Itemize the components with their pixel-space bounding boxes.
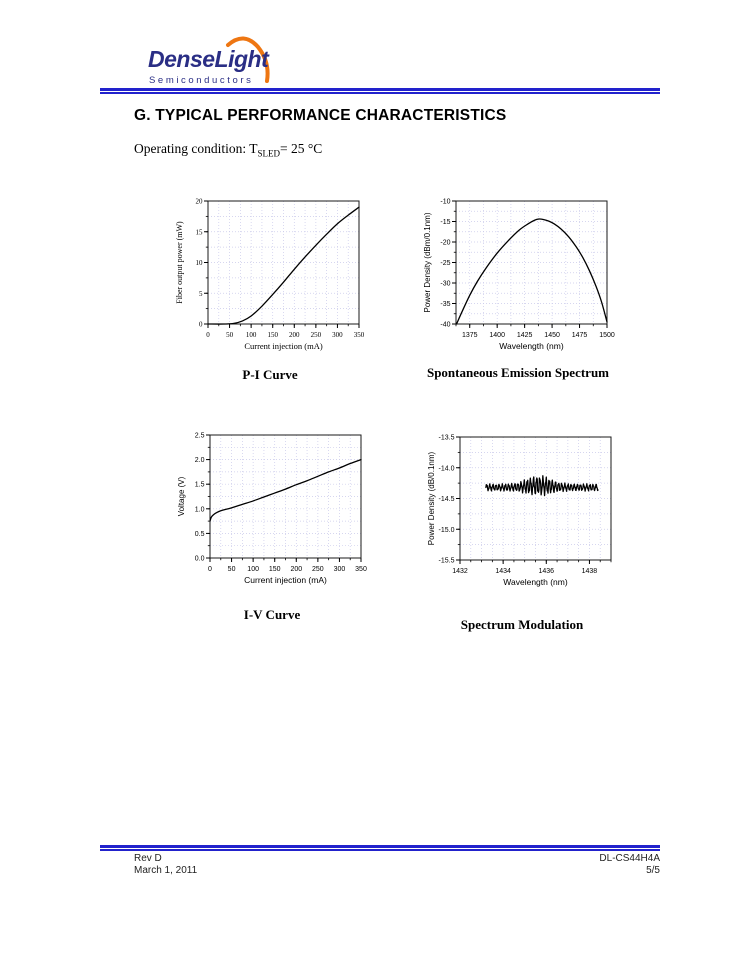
figure-caption-spectrum-modulation: Spectrum Modulation [460,617,584,632]
svg-text:150: 150 [268,566,281,573]
spectrum-modulation-chart [424,430,620,590]
svg-text:Current injection (mA): Current injection (mA) [244,341,323,351]
svg-text:1400: 1400 [489,332,505,339]
svg-text:-40: -40 [440,321,451,329]
svg-text:Current injection (mA): Current injection (mA) [244,575,327,585]
svg-text:150: 150 [267,331,278,339]
svg-text:1.5: 1.5 [194,481,205,489]
header-rule [100,88,660,94]
svg-text:1500: 1500 [599,332,615,339]
svg-text:Voltage (V): Voltage (V) [177,476,186,517]
svg-text:0.5: 0.5 [194,530,205,538]
svg-text:1438: 1438 [581,568,598,575]
svg-text:0: 0 [208,566,212,573]
logo [140,30,300,90]
figure-caption-pi-curve: P-I Curve [242,367,298,382]
footer-rule [100,845,660,851]
svg-text:1434: 1434 [495,568,511,575]
figure-pi-curve [172,194,368,383]
svg-text:1450: 1450 [544,332,560,339]
svg-text:300: 300 [332,331,343,339]
svg-text:10: 10 [195,259,203,267]
pi-curve-chart [172,194,368,354]
figure-iv-curve [174,428,370,623]
footer-date: March 1, 2011 [134,865,198,876]
svg-text:15: 15 [195,228,203,237]
svg-text:2.5: 2.5 [194,432,205,440]
footer-rule-thick-line [100,845,660,848]
svg-text:300: 300 [333,566,346,573]
operating-condition [134,141,322,159]
svg-text:1.0: 1.0 [194,506,205,514]
svg-text:Power Density (dB/0.1nm): Power Density (dB/0.1nm) [427,451,436,546]
svg-text:50: 50 [226,331,234,339]
svg-text:0: 0 [199,320,203,329]
svg-text:200: 200 [290,566,303,573]
footer-right [599,853,660,877]
operating-condition-subscript: SLED [257,148,280,159]
svg-text:2.0: 2.0 [194,457,205,465]
figure-caption-spontaneous-emission: Spontaneous Emission Spectrum [426,365,610,380]
svg-text:350: 350 [355,566,367,573]
svg-text:-14.0: -14.0 [438,465,455,473]
svg-text:1425: 1425 [516,332,533,339]
footer-page-number: 5/5 [646,865,660,876]
logo-wordmark: DenseLight [148,46,269,72]
svg-text:-13.5: -13.5 [438,434,455,442]
svg-text:-35: -35 [440,301,451,308]
figure-spontaneous-emission-spectrum [420,194,616,381]
svg-text:100: 100 [247,566,259,573]
footer-rule-thin-line [100,849,660,851]
svg-text:Wavelength (nm): Wavelength (nm) [499,341,564,351]
footer-revision: Rev D [134,853,162,864]
svg-text:Wavelength (nm): Wavelength (nm) [503,577,568,587]
footer-left [134,853,197,877]
footer-doc-id: DL-CS44H4A [599,853,660,864]
svg-text:-25: -25 [440,260,451,267]
iv-curve-chart [174,428,370,588]
svg-text:100: 100 [245,331,257,339]
svg-text:-15: -15 [440,219,451,226]
svg-text:1432: 1432 [452,568,468,575]
svg-text:1475: 1475 [571,332,588,339]
figure-spectrum-modulation [424,430,620,633]
svg-text:-20: -20 [440,239,451,247]
svg-text:20: 20 [195,197,203,206]
header-rule-thin-line [100,92,660,94]
svg-text:5: 5 [199,289,203,298]
svg-text:Fiber output power (mW): Fiber output power (mW) [175,221,184,304]
page-title: G. TYPICAL PERFORMANCE CHARACTERISTICS [134,107,507,124]
svg-text:350: 350 [353,331,365,339]
svg-text:-30: -30 [440,280,451,288]
svg-text:Power Density (dBm/0.1nm): Power Density (dBm/0.1nm) [423,212,432,313]
svg-text:250: 250 [312,566,324,573]
svg-text:0: 0 [206,331,210,339]
svg-text:0.0: 0.0 [194,555,205,563]
svg-text:50: 50 [227,566,236,573]
svg-text:-15.0: -15.0 [438,526,455,534]
header-rule-thick-line [100,88,660,91]
operating-condition-suffix: = 25 °C [279,141,323,156]
svg-text:1436: 1436 [538,568,555,575]
svg-text:200: 200 [289,331,300,339]
svg-text:-10: -10 [440,198,451,206]
svg-text:-14.5: -14.5 [438,496,455,503]
svg-text:-15.5: -15.5 [438,557,455,565]
svg-text:250: 250 [310,331,322,339]
spontaneous-emission-chart [420,194,616,354]
svg-text:1375: 1375 [461,332,478,339]
logo-subtitle: Semiconductors [149,75,254,86]
operating-condition-prefix: Operating condition: T [134,141,258,156]
figure-caption-iv-curve: I-V Curve [243,607,301,622]
